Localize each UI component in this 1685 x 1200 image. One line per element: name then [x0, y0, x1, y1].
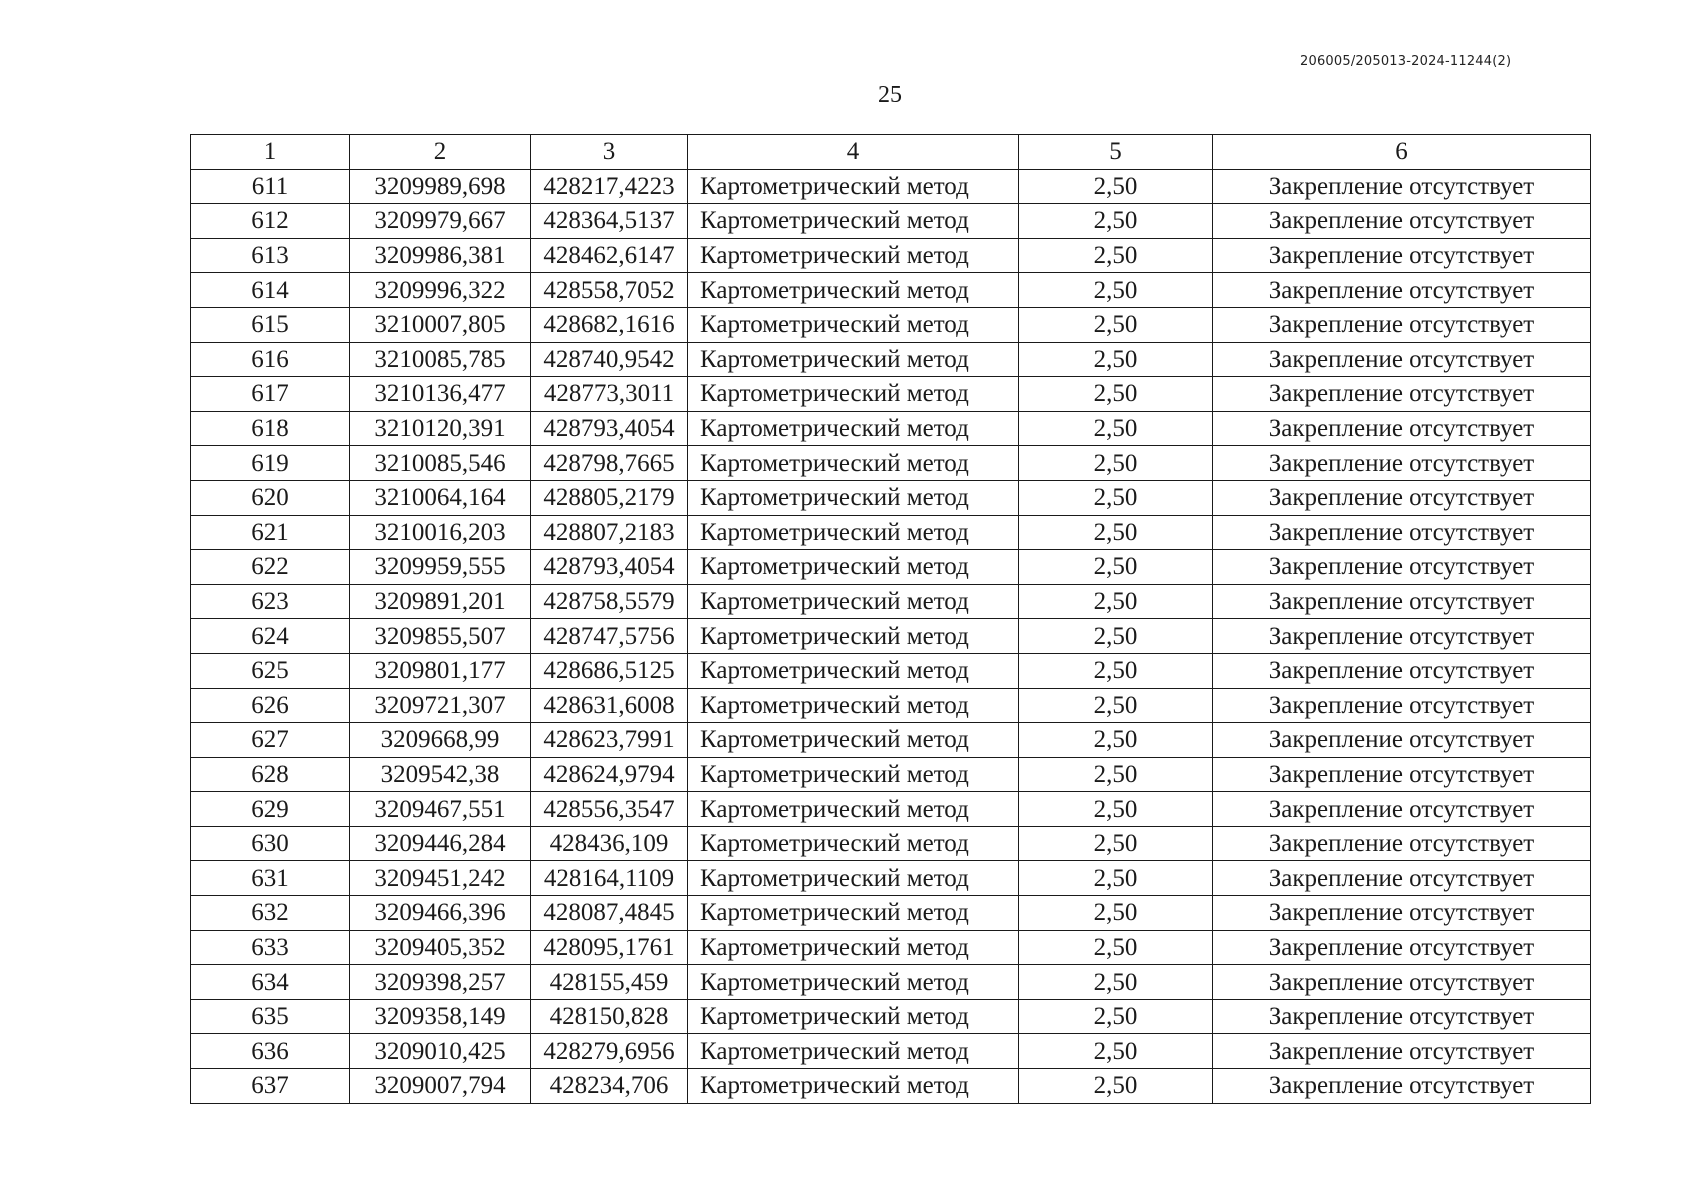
table-row [191, 273, 1591, 308]
table-row [191, 584, 1591, 619]
accuracy-cell: 2,50 [1019, 826, 1213, 861]
method-cell: Картометрический метод [688, 653, 1019, 688]
table-row [191, 446, 1591, 481]
x-coordinate-cell: 3209986,381 [350, 238, 531, 273]
fixing-cell: Закрепление отсутствует [1213, 515, 1591, 550]
table-row [191, 688, 1591, 723]
accuracy-cell: 2,50 [1019, 861, 1213, 896]
fixing-cell: Закрепление отсутствует [1213, 653, 1591, 688]
x-coordinate-cell: 3209668,99 [350, 723, 531, 758]
x-coordinate-cell: 3209542,38 [350, 757, 531, 792]
fixing-cell: Закрепление отсутствует [1213, 307, 1591, 342]
method-cell: Картометрический метод [688, 169, 1019, 204]
column-header: 4 [688, 135, 1019, 170]
accuracy-cell: 2,50 [1019, 896, 1213, 931]
x-coordinate-cell: 3210136,477 [350, 377, 531, 412]
table-row [191, 896, 1591, 931]
coordinates-table-container [190, 134, 1590, 1104]
table-row [191, 169, 1591, 204]
page-number: 25 [878, 82, 902, 108]
method-cell: Картометрический метод [688, 515, 1019, 550]
method-cell: Картометрический метод [688, 480, 1019, 515]
fixing-cell: Закрепление отсутствует [1213, 411, 1591, 446]
column-header: 6 [1213, 135, 1591, 170]
point-number-cell: 618 [191, 411, 350, 446]
point-number-cell: 617 [191, 377, 350, 412]
x-coordinate-cell: 3209996,322 [350, 273, 531, 308]
column-header: 3 [531, 135, 688, 170]
accuracy-cell: 2,50 [1019, 653, 1213, 688]
table-row [191, 411, 1591, 446]
y-coordinate-cell: 428624,9794 [531, 757, 688, 792]
accuracy-cell: 2,50 [1019, 757, 1213, 792]
method-cell: Картометрический метод [688, 411, 1019, 446]
table-row [191, 826, 1591, 861]
y-coordinate-cell: 428631,6008 [531, 688, 688, 723]
method-cell: Картометрический метод [688, 342, 1019, 377]
table-row [191, 550, 1591, 585]
fixing-cell: Закрепление отсутствует [1213, 238, 1591, 273]
fixing-cell: Закрепление отсутствует [1213, 619, 1591, 654]
point-number-cell: 614 [191, 273, 350, 308]
method-cell: Картометрический метод [688, 1069, 1019, 1104]
fixing-cell: Закрепление отсутствует [1213, 204, 1591, 239]
y-coordinate-cell: 428805,2179 [531, 480, 688, 515]
y-coordinate-cell: 428747,5756 [531, 619, 688, 654]
fixing-cell: Закрепление отсутствует [1213, 1069, 1591, 1104]
method-cell: Картометрический метод [688, 377, 1019, 412]
x-coordinate-cell: 3209801,177 [350, 653, 531, 688]
header-row [191, 135, 1591, 170]
accuracy-cell: 2,50 [1019, 204, 1213, 239]
point-number-cell: 615 [191, 307, 350, 342]
table-row [191, 377, 1591, 412]
table-row [191, 965, 1591, 1000]
point-number-cell: 629 [191, 792, 350, 827]
y-coordinate-cell: 428758,5579 [531, 584, 688, 619]
accuracy-cell: 2,50 [1019, 1034, 1213, 1069]
table-row [191, 930, 1591, 965]
method-cell: Картометрический метод [688, 826, 1019, 861]
fixing-cell: Закрепление отсутствует [1213, 757, 1591, 792]
y-coordinate-cell: 428234,706 [531, 1069, 688, 1104]
y-coordinate-cell: 428164,1109 [531, 861, 688, 896]
table-row [191, 653, 1591, 688]
y-coordinate-cell: 428798,7665 [531, 446, 688, 481]
y-coordinate-cell: 428793,4054 [531, 550, 688, 585]
fixing-cell: Закрепление отсутствует [1213, 273, 1591, 308]
x-coordinate-cell: 3209891,201 [350, 584, 531, 619]
coordinates-table [190, 134, 1591, 1104]
point-number-cell: 623 [191, 584, 350, 619]
y-coordinate-cell: 428556,3547 [531, 792, 688, 827]
point-number-cell: 632 [191, 896, 350, 931]
y-coordinate-cell: 428793,4054 [531, 411, 688, 446]
point-number-cell: 611 [191, 169, 350, 204]
accuracy-cell: 2,50 [1019, 584, 1213, 619]
column-header: 1 [191, 135, 350, 170]
point-number-cell: 622 [191, 550, 350, 585]
fixing-cell: Закрепление отсутствует [1213, 342, 1591, 377]
table-row [191, 342, 1591, 377]
table-row [191, 999, 1591, 1034]
x-coordinate-cell: 3209855,507 [350, 619, 531, 654]
y-coordinate-cell: 428217,4223 [531, 169, 688, 204]
x-coordinate-cell: 3209466,396 [350, 896, 531, 931]
y-coordinate-cell: 428807,2183 [531, 515, 688, 550]
method-cell: Картометрический метод [688, 446, 1019, 481]
point-number-cell: 620 [191, 480, 350, 515]
table-row [191, 757, 1591, 792]
y-coordinate-cell: 428150,828 [531, 999, 688, 1034]
table-row [191, 723, 1591, 758]
table-row [191, 480, 1591, 515]
table-row [191, 307, 1591, 342]
x-coordinate-cell: 3210007,805 [350, 307, 531, 342]
y-coordinate-cell: 428773,3011 [531, 377, 688, 412]
table-body [191, 169, 1591, 1103]
accuracy-cell: 2,50 [1019, 688, 1213, 723]
method-cell: Картометрический метод [688, 757, 1019, 792]
table-row [191, 204, 1591, 239]
accuracy-cell: 2,50 [1019, 238, 1213, 273]
fixing-cell: Закрепление отсутствует [1213, 480, 1591, 515]
fixing-cell: Закрепление отсутствует [1213, 792, 1591, 827]
fixing-cell: Закрепление отсутствует [1213, 550, 1591, 585]
accuracy-cell: 2,50 [1019, 1069, 1213, 1104]
column-header: 2 [350, 135, 531, 170]
method-cell: Картометрический метод [688, 723, 1019, 758]
column-header: 5 [1019, 135, 1213, 170]
table-row [191, 1034, 1591, 1069]
x-coordinate-cell: 3209979,667 [350, 204, 531, 239]
method-cell: Картометрический метод [688, 896, 1019, 931]
y-coordinate-cell: 428740,9542 [531, 342, 688, 377]
fixing-cell: Закрепление отсутствует [1213, 688, 1591, 723]
method-cell: Картометрический метод [688, 238, 1019, 273]
fixing-cell: Закрепление отсутствует [1213, 584, 1591, 619]
accuracy-cell: 2,50 [1019, 723, 1213, 758]
table-row [191, 1069, 1591, 1104]
y-coordinate-cell: 428436,109 [531, 826, 688, 861]
x-coordinate-cell: 3210085,546 [350, 446, 531, 481]
method-cell: Картометрический метод [688, 204, 1019, 239]
point-number-cell: 626 [191, 688, 350, 723]
table-row [191, 792, 1591, 827]
y-coordinate-cell: 428095,1761 [531, 930, 688, 965]
table-row [191, 861, 1591, 896]
accuracy-cell: 2,50 [1019, 377, 1213, 412]
accuracy-cell: 2,50 [1019, 273, 1213, 308]
fixing-cell: Закрепление отсутствует [1213, 965, 1591, 1000]
x-coordinate-cell: 3209451,242 [350, 861, 531, 896]
accuracy-cell: 2,50 [1019, 999, 1213, 1034]
accuracy-cell: 2,50 [1019, 965, 1213, 1000]
point-number-cell: 621 [191, 515, 350, 550]
accuracy-cell: 2,50 [1019, 792, 1213, 827]
accuracy-cell: 2,50 [1019, 169, 1213, 204]
y-coordinate-cell: 428279,6956 [531, 1034, 688, 1069]
x-coordinate-cell: 3210016,203 [350, 515, 531, 550]
x-coordinate-cell: 3209398,257 [350, 965, 531, 1000]
point-number-cell: 619 [191, 446, 350, 481]
table-row [191, 238, 1591, 273]
x-coordinate-cell: 3209358,149 [350, 999, 531, 1034]
accuracy-cell: 2,50 [1019, 480, 1213, 515]
point-number-cell: 616 [191, 342, 350, 377]
y-coordinate-cell: 428682,1616 [531, 307, 688, 342]
point-number-cell: 637 [191, 1069, 350, 1104]
accuracy-cell: 2,50 [1019, 619, 1213, 654]
x-coordinate-cell: 3209010,425 [350, 1034, 531, 1069]
point-number-cell: 633 [191, 930, 350, 965]
point-number-cell: 634 [191, 965, 350, 1000]
x-coordinate-cell: 3209446,284 [350, 826, 531, 861]
y-coordinate-cell: 428364,5137 [531, 204, 688, 239]
x-coordinate-cell: 3210120,391 [350, 411, 531, 446]
point-number-cell: 636 [191, 1034, 350, 1069]
fixing-cell: Закрепление отсутствует [1213, 826, 1591, 861]
method-cell: Картометрический метод [688, 965, 1019, 1000]
method-cell: Картометрический метод [688, 792, 1019, 827]
method-cell: Картометрический метод [688, 619, 1019, 654]
y-coordinate-cell: 428623,7991 [531, 723, 688, 758]
fixing-cell: Закрепление отсутствует [1213, 896, 1591, 931]
method-cell: Картометрический метод [688, 930, 1019, 965]
accuracy-cell: 2,50 [1019, 446, 1213, 481]
point-number-cell: 625 [191, 653, 350, 688]
method-cell: Картометрический метод [688, 584, 1019, 619]
point-number-cell: 612 [191, 204, 350, 239]
x-coordinate-cell: 3209467,551 [350, 792, 531, 827]
y-coordinate-cell: 428686,5125 [531, 653, 688, 688]
fixing-cell: Закрепление отсутствует [1213, 861, 1591, 896]
document-id: 206005/205013-2024-11244(2) [1300, 54, 1512, 69]
x-coordinate-cell: 3210085,785 [350, 342, 531, 377]
y-coordinate-cell: 428462,6147 [531, 238, 688, 273]
point-number-cell: 631 [191, 861, 350, 896]
method-cell: Картометрический метод [688, 861, 1019, 896]
fixing-cell: Закрепление отсутствует [1213, 930, 1591, 965]
fixing-cell: Закрепление отсутствует [1213, 1034, 1591, 1069]
accuracy-cell: 2,50 [1019, 515, 1213, 550]
method-cell: Картометрический метод [688, 1034, 1019, 1069]
point-number-cell: 613 [191, 238, 350, 273]
fixing-cell: Закрепление отсутствует [1213, 999, 1591, 1034]
y-coordinate-cell: 428558,7052 [531, 273, 688, 308]
accuracy-cell: 2,50 [1019, 550, 1213, 585]
y-coordinate-cell: 428087,4845 [531, 896, 688, 931]
point-number-cell: 624 [191, 619, 350, 654]
fixing-cell: Закрепление отсутствует [1213, 377, 1591, 412]
accuracy-cell: 2,50 [1019, 342, 1213, 377]
accuracy-cell: 2,50 [1019, 930, 1213, 965]
x-coordinate-cell: 3209405,352 [350, 930, 531, 965]
accuracy-cell: 2,50 [1019, 411, 1213, 446]
point-number-cell: 627 [191, 723, 350, 758]
table-row [191, 619, 1591, 654]
fixing-cell: Закрепление отсутствует [1213, 446, 1591, 481]
x-coordinate-cell: 3209007,794 [350, 1069, 531, 1104]
method-cell: Картометрический метод [688, 273, 1019, 308]
x-coordinate-cell: 3209959,555 [350, 550, 531, 585]
point-number-cell: 630 [191, 826, 350, 861]
x-coordinate-cell: 3209721,307 [350, 688, 531, 723]
y-coordinate-cell: 428155,459 [531, 965, 688, 1000]
table-row [191, 515, 1591, 550]
fixing-cell: Закрепление отсутствует [1213, 169, 1591, 204]
x-coordinate-cell: 3209989,698 [350, 169, 531, 204]
point-number-cell: 628 [191, 757, 350, 792]
method-cell: Картометрический метод [688, 307, 1019, 342]
method-cell: Картометрический метод [688, 999, 1019, 1034]
point-number-cell: 635 [191, 999, 350, 1034]
fixing-cell: Закрепление отсутствует [1213, 723, 1591, 758]
accuracy-cell: 2,50 [1019, 307, 1213, 342]
method-cell: Картометрический метод [688, 688, 1019, 723]
x-coordinate-cell: 3210064,164 [350, 480, 531, 515]
method-cell: Картометрический метод [688, 550, 1019, 585]
